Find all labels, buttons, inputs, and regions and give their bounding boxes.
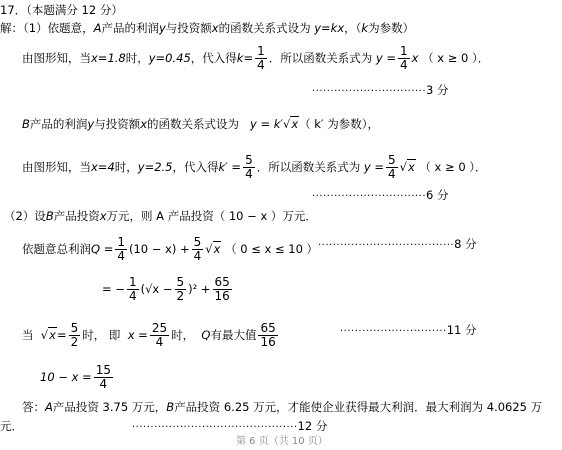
profit-sqrt: x <box>213 242 221 256</box>
part1-label: 解：（1）依题意， <box>0 21 94 35</box>
rewrite-d1: 4 <box>128 289 137 303</box>
def-a-text1: 产品的利润 <box>101 21 159 35</box>
profit-n2: 5 <box>193 235 202 249</box>
part1-def-b: B产品的利润y与投资额x的函数关系式设为 y = k′√x（ k′ 为参数）， <box>22 117 379 131</box>
calc-b-cond: x=4 <box>91 160 115 174</box>
score-1-text: 3 分 <box>426 83 449 97</box>
def-b-text3: 的函数关系式设为 <box>147 117 240 131</box>
score-2-text: 6 分 <box>426 188 449 202</box>
rewrite-line <box>102 276 234 303</box>
part2-text3: 万元，则 A 产品投资（ 10 − x ）万元． <box>106 209 317 223</box>
max-eq: = <box>56 328 67 342</box>
kprime-den: 4 <box>245 167 253 181</box>
answer-text2: 产品投资 3.75 万元， <box>52 400 167 414</box>
dots-3: ····································· <box>318 240 455 251</box>
kprime-num: 5 <box>245 153 253 167</box>
calc-b-text2: 时， <box>114 160 138 174</box>
func-a-num: 1 <box>399 44 408 58</box>
dots-5: ············································· <box>132 422 298 433</box>
calc-a-text3: ，代入得 <box>190 51 237 65</box>
calc-b-text4: ．所以函数关系式为 <box>256 160 361 174</box>
answer-tail: 元． <box>0 419 23 433</box>
def-a-param-open: ，（ <box>344 21 362 35</box>
func-a-var: x <box>411 51 419 65</box>
def-b-formula-lhs: y = k′ <box>249 117 284 131</box>
kprime-fraction <box>243 154 255 181</box>
def-b-param: （ k′ 为参数）， <box>299 117 379 131</box>
max-n1: 5 <box>70 321 79 335</box>
dots-1: ······························· <box>312 86 427 97</box>
calc-b-yval: y=2.5 <box>137 160 173 174</box>
answer-a: A <box>45 400 53 414</box>
max-line: 当 √x= $\frac{5}{2}$ 时， 即 x = $\frac{25}{4}$ 时， Q有最大值 $\frac{65}{16}$ <box>22 321 276 349</box>
def-a-formula: y=kx <box>314 21 345 35</box>
remain-line <box>40 364 115 391</box>
score-5-text: 12 分 <box>297 419 328 433</box>
var-a: A <box>93 21 102 35</box>
profit-domain: （ 0 ≤ x ≤ 10 ） <box>225 242 319 256</box>
score-2 <box>312 187 449 205</box>
k-fraction <box>255 45 267 72</box>
def-b-text1: 产品的利润 <box>29 117 88 131</box>
calc-a <box>22 45 489 72</box>
calc-a-text1: 由图形知，当 <box>22 51 91 65</box>
def-b-x: x <box>140 117 148 131</box>
profit-frac2 <box>192 236 204 263</box>
func-b-domain: （ x ≥ 0 ）． <box>419 160 487 174</box>
score-1 <box>312 82 449 100</box>
func-a-fraction <box>398 45 410 72</box>
max-text2: 时， 即 <box>82 328 121 342</box>
answer-line <box>22 399 542 415</box>
calc-b-text1: 由图形知，当 <box>22 160 91 174</box>
rewrite-frac2 <box>175 276 187 303</box>
part2-var: B <box>45 209 54 223</box>
calc-a-k-eq: k= <box>236 51 254 65</box>
max-n3: 65 <box>260 321 276 335</box>
calc-b: 由图形知，当x=4时，y=2.5，代入得k′ = $\frac{5}{4}$ ．所以函数关系式为 y = $\frac{5}{4}$ √x （ x ≥ 0 ）． <box>22 153 487 181</box>
score-4-text: 11 分 <box>446 323 477 337</box>
rewrite-open: (√x − <box>140 282 173 296</box>
part2-text1: （2）设 <box>4 209 46 223</box>
max-frac2 <box>150 322 169 349</box>
rewrite-frac3 <box>213 276 232 303</box>
k-den: 4 <box>257 58 265 72</box>
rewrite-eq: = − <box>102 282 125 296</box>
def-a-y: y <box>158 21 166 35</box>
max-n2: 25 <box>151 321 168 335</box>
rewrite-d2: 2 <box>176 289 185 303</box>
max-sqrt: x <box>49 328 56 342</box>
max-text3: 时， <box>171 328 195 342</box>
answer-b: B <box>166 400 175 414</box>
answer-text3: 产品投资 6.25 万元，才能使企业获得最大利润．最大利润为 4.0625 万 <box>174 400 543 414</box>
max-xeq: x = <box>127 328 148 342</box>
rewrite-n2: 5 <box>176 275 185 289</box>
score-3-text: 8 分 <box>454 237 477 251</box>
max-d2: 4 <box>155 335 164 349</box>
rewrite-n3: 65 <box>214 275 230 289</box>
def-b-formula-sqrt: x <box>291 117 299 131</box>
profit-q: Q = <box>91 242 114 256</box>
max-q: Q <box>201 328 211 342</box>
max-frac3 <box>258 322 277 349</box>
func-b-lhs: y = <box>363 160 384 174</box>
calc-b-text3: ，代入得 <box>172 160 219 174</box>
dots-4: ····························· <box>340 326 447 337</box>
calc-a-cond: x=1.8 <box>91 51 126 65</box>
rewrite-n1: 1 <box>128 275 137 289</box>
dots-2: ······························· <box>312 191 427 202</box>
profit-line: 依题意总利润Q = $\frac{1}{4}$ (10 − x) + $\frac{5}{4}$ √x （ 0 ≤ x ≤ 10 ） <box>22 235 319 263</box>
part2-line <box>4 208 317 224</box>
calc-a-text4: ．所以函数关系式为 <box>268 51 373 65</box>
remain-frac <box>94 364 113 391</box>
remain-den: 4 <box>99 377 108 391</box>
profit-frac1 <box>115 236 127 263</box>
part2-text2: 产品投资 <box>53 209 100 223</box>
calc-a-yval: y=0.45 <box>148 51 191 65</box>
def-a-text2: 与投资额 <box>165 21 212 35</box>
profit-text1: 依题意总利润 <box>22 242 91 256</box>
calc-b-k-eq: k′ = <box>218 160 242 174</box>
max-text1: 当 <box>22 328 34 342</box>
max-text4: 有最大值 <box>210 328 257 342</box>
rewrite-d3: 16 <box>214 289 230 303</box>
profit-d1: 4 <box>117 249 125 263</box>
calc-a-text2: 时， <box>125 51 149 65</box>
func-a-den: 4 <box>399 58 408 72</box>
remain-num: 15 <box>95 363 111 377</box>
profit-d2: 4 <box>193 249 202 263</box>
score-4 <box>340 322 476 340</box>
func-b-sqrt: x <box>407 160 415 174</box>
def-b-y: y <box>87 117 95 131</box>
def-a-x: x <box>211 21 219 35</box>
profit-mid: (10 − x) + <box>128 242 190 256</box>
def-b-text2: 与投资额 <box>94 117 141 131</box>
score-3 <box>318 236 477 254</box>
func-a-lhs: y = <box>375 51 396 65</box>
problem-header: 17．（本题满分 12 分） <box>0 3 123 17</box>
func-b-den: 4 <box>387 167 396 181</box>
func-a-domain: （ x ≥ 0 ）． <box>422 51 490 65</box>
max-d1: 2 <box>70 335 79 349</box>
max-d3: 16 <box>260 335 276 349</box>
profit-n1: 1 <box>117 235 125 249</box>
part2-x: x <box>99 209 107 223</box>
answer-text1: 答： <box>22 400 45 414</box>
part1-def-a <box>0 20 414 36</box>
func-b-fraction <box>386 154 398 181</box>
def-a-text3: 的函数关系式设为 <box>218 21 311 35</box>
page-footer: 第 6 页（共 10 页） <box>236 436 328 447</box>
rewrite-close: )² + <box>188 282 211 296</box>
k-num: 1 <box>257 44 265 58</box>
remain-lhs: 10 − x = <box>40 370 92 384</box>
var-b: B <box>22 117 30 131</box>
def-a-k: k <box>361 21 369 35</box>
max-frac1 <box>69 322 81 349</box>
def-a-param-end: 为参数） <box>368 21 415 35</box>
func-b-num: 5 <box>387 153 396 167</box>
rewrite-frac1 <box>127 276 139 303</box>
